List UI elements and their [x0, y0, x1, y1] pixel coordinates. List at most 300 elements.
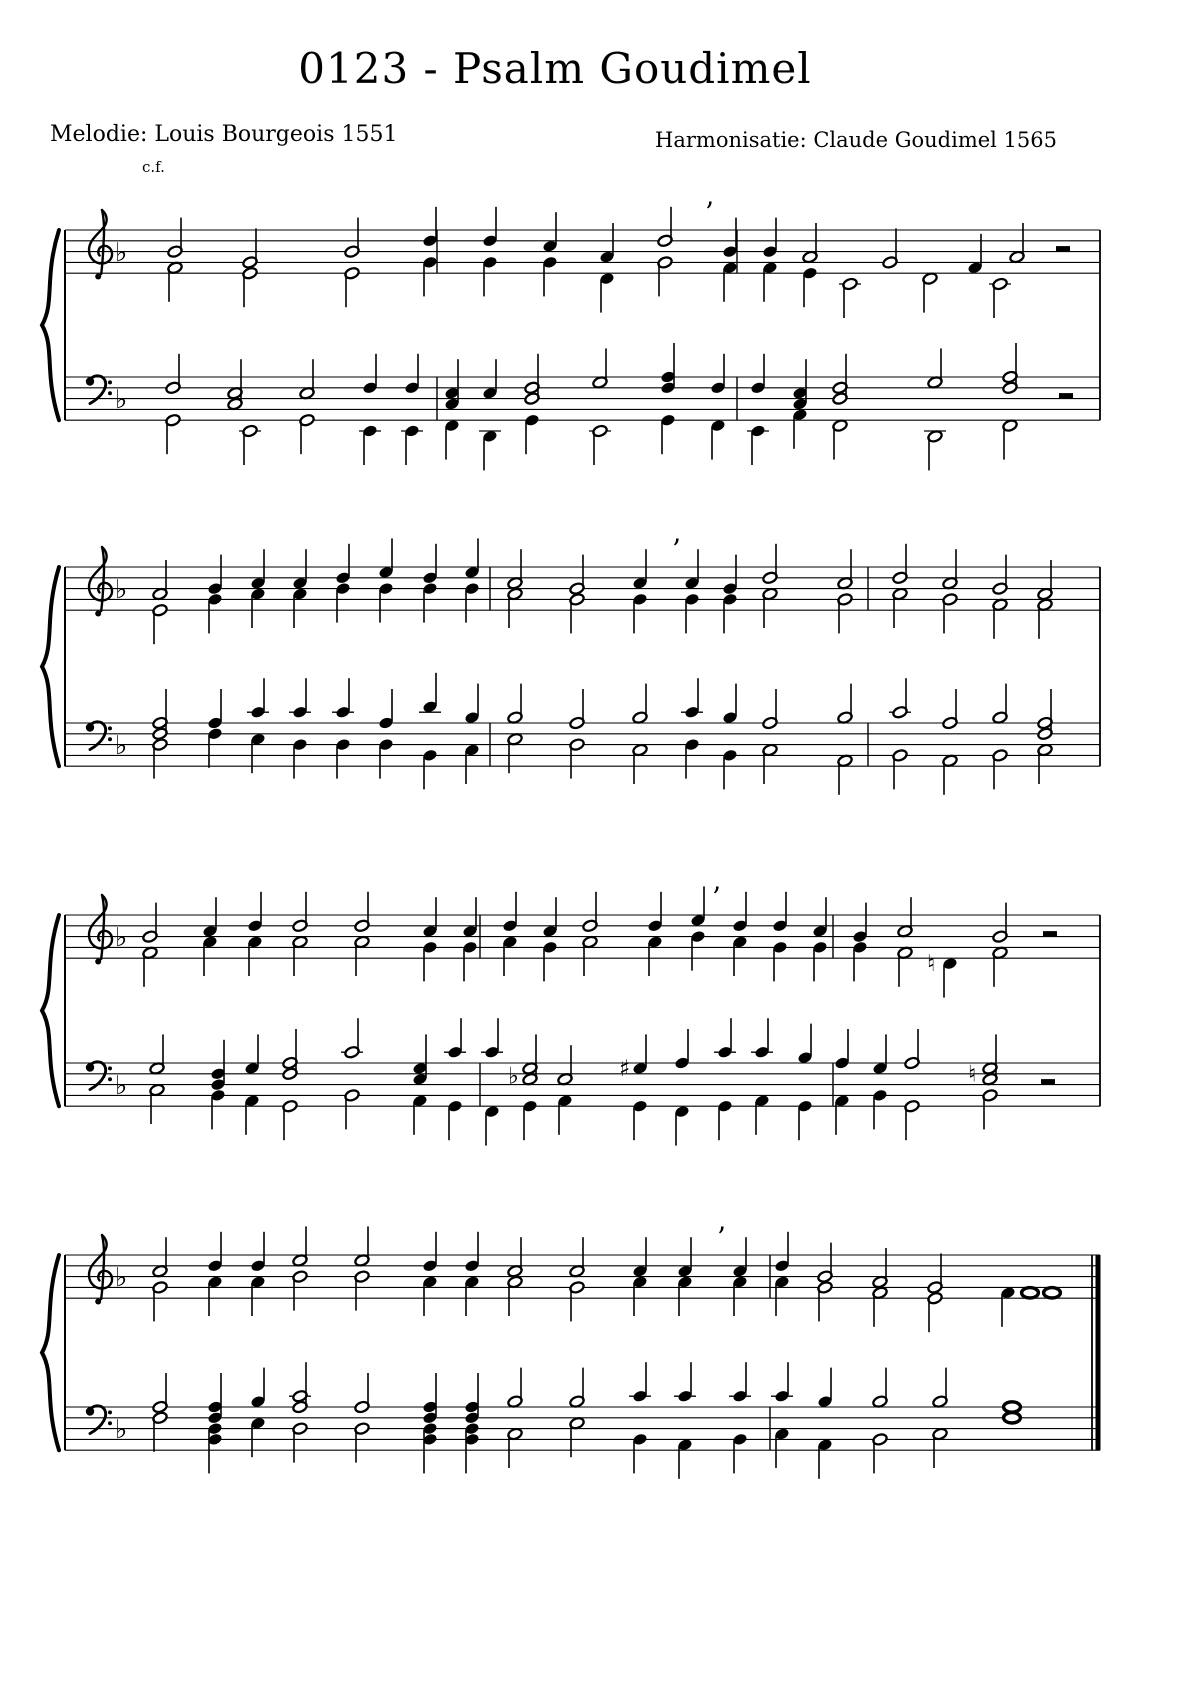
soprano-note	[774, 1232, 790, 1273]
system-brace	[42, 1255, 59, 1450]
tenor-note	[332, 678, 354, 719]
tenor-note	[751, 1018, 773, 1059]
soprano-note	[207, 555, 223, 596]
bass-note	[774, 1427, 790, 1468]
bass-note	[378, 738, 394, 779]
soprano-note	[142, 903, 158, 944]
soprano-note	[378, 538, 394, 579]
bass-note	[632, 1433, 648, 1474]
tenor-note	[832, 354, 848, 406]
treble-clef-dot	[95, 611, 101, 617]
bass-note	[464, 743, 480, 784]
alto-note	[335, 582, 351, 623]
alto-note	[772, 941, 788, 982]
tenor-note	[872, 1034, 888, 1075]
tenor-note	[569, 1368, 585, 1409]
bass-note	[335, 738, 351, 779]
bass-note	[992, 749, 1008, 790]
soprano-note	[632, 549, 648, 590]
tenor-note	[507, 684, 523, 725]
bass-note	[747, 424, 769, 465]
bass-note	[354, 1422, 370, 1463]
alto-note	[582, 935, 598, 976]
key-signature-flat-icon: ♭	[115, 923, 128, 954]
tenor-note	[872, 1368, 888, 1409]
bass-note	[1002, 419, 1018, 460]
alto-note	[569, 593, 585, 634]
bass-note	[834, 1094, 850, 1135]
soprano-note	[247, 892, 263, 933]
alto-note	[422, 1275, 438, 1316]
tenor-note	[250, 1368, 266, 1409]
tenor-note	[632, 1034, 648, 1075]
treble-clef-icon	[89, 895, 112, 965]
alto-note	[569, 1281, 585, 1322]
tenor-note	[289, 678, 311, 719]
soprano-note	[167, 218, 183, 259]
bass-note	[422, 1422, 438, 1474]
key-signature-flat-icon: ♭	[115, 1415, 128, 1446]
soprano-note	[872, 1248, 888, 1289]
bass-clef-dot	[108, 1066, 112, 1070]
alto-note	[927, 1291, 943, 1332]
half-rest	[1043, 931, 1057, 937]
sharp-accidental-icon: ♯	[619, 1055, 631, 1082]
treble-staff	[65, 230, 1100, 273]
bass-clef-icon	[86, 1062, 112, 1090]
alto-note	[762, 261, 778, 302]
bass-note	[484, 1105, 500, 1146]
bass-clef-icon	[86, 376, 112, 404]
key-signature-flat-icon: ♭	[115, 1071, 128, 1102]
bass-note	[924, 430, 946, 471]
soprano-note	[292, 1226, 308, 1267]
alto-note	[989, 277, 1011, 318]
bass-note	[837, 754, 853, 795]
soprano-note	[1037, 560, 1053, 601]
alto-note	[507, 587, 523, 628]
tenor-note	[904, 1029, 920, 1070]
tenor-note	[557, 1045, 573, 1086]
bass-note	[292, 1422, 308, 1463]
tenor-note	[207, 689, 223, 730]
alto-note	[647, 935, 663, 976]
bass-note	[292, 738, 308, 779]
treble-clef-dot	[95, 959, 101, 965]
tenor-note	[932, 1368, 948, 1409]
bass-note	[832, 419, 848, 460]
grand-staff-system-2	[42, 533, 1100, 795]
bass-note	[464, 1422, 480, 1474]
treble-clef-icon	[89, 547, 112, 617]
bass-staff	[65, 377, 1100, 420]
soprano-note	[1009, 223, 1025, 264]
tenor-note	[207, 1373, 223, 1425]
tenor-note	[714, 1018, 736, 1059]
half-rest	[1056, 246, 1070, 252]
bass-note	[299, 413, 315, 454]
tenor-note	[341, 1018, 363, 1059]
alto-note	[839, 277, 861, 318]
soprano-note	[684, 549, 700, 590]
soprano-note	[152, 1237, 168, 1278]
tenor-note	[927, 348, 943, 389]
tenor-note	[422, 1373, 438, 1425]
alto-note	[677, 1275, 693, 1316]
natural-accidental-icon: ♮	[927, 951, 936, 978]
treble-clef-swirl	[89, 1235, 112, 1289]
tenor-note	[481, 1018, 503, 1059]
bass-note	[892, 749, 908, 790]
alto-note	[802, 266, 818, 307]
flat-accidental-icon: ♭	[508, 1063, 519, 1090]
bass-note	[674, 1105, 690, 1146]
alto-note	[464, 582, 480, 623]
soprano-note	[422, 1232, 438, 1273]
breath-mark-icon: ’	[717, 1221, 726, 1254]
bass-clef-dot	[108, 391, 112, 395]
bass-note	[250, 732, 266, 773]
bass-note	[239, 424, 261, 465]
tenor-note	[282, 1029, 298, 1081]
alto-note	[464, 1275, 480, 1316]
bass-clef-icon	[86, 1406, 112, 1434]
tenor-note	[750, 354, 766, 395]
soprano-note	[677, 1237, 693, 1278]
bass-note	[401, 424, 423, 465]
bass-note	[250, 1416, 266, 1457]
bass-clef-curve	[90, 376, 106, 404]
alto-note	[152, 603, 168, 644]
bass-note	[817, 1438, 833, 1479]
tenor-note	[210, 1040, 226, 1092]
tenor-note	[149, 1034, 165, 1075]
alto-note	[892, 587, 908, 628]
bass-note	[422, 749, 438, 790]
alto-note	[292, 587, 308, 628]
key-signature-flat-icon: ♭	[115, 575, 128, 606]
alto-note	[542, 941, 558, 982]
tenor-note	[889, 678, 911, 719]
tenor-note	[444, 359, 460, 411]
bass-note	[447, 1099, 463, 1140]
soprano-note	[542, 897, 558, 938]
bass-note	[589, 424, 611, 465]
alto-note	[837, 593, 853, 634]
harmonisation-credit: Harmonisatie: Claude Goudimel 1565	[655, 128, 1057, 152]
grand-staff-system-1	[42, 196, 1100, 470]
bass-note	[479, 430, 501, 471]
alto-note	[207, 593, 223, 634]
soprano-note	[582, 892, 598, 933]
bass-clef-dot	[108, 726, 112, 730]
alto-note	[507, 1275, 523, 1316]
soprano-note	[882, 228, 898, 269]
tenor-note	[299, 359, 315, 400]
bass-clef-curve	[90, 1062, 106, 1090]
tenor-note	[797, 1024, 813, 1065]
soprano-note	[942, 549, 958, 590]
bass-note	[569, 1416, 585, 1457]
soprano-note	[772, 892, 788, 933]
soprano-note	[354, 1226, 370, 1267]
bass-note	[557, 1094, 573, 1135]
treble-clef-swirl	[89, 547, 112, 601]
bass-note	[932, 1427, 948, 1468]
tenor-note	[792, 359, 808, 411]
bass-note	[359, 424, 381, 465]
tenor-note	[165, 354, 181, 395]
tenor-note	[592, 348, 608, 389]
bass-note	[684, 738, 700, 779]
tenor-note	[1037, 689, 1053, 741]
system-brace	[42, 915, 59, 1106]
tenor-note	[152, 689, 168, 741]
alto-note	[422, 582, 438, 623]
system-brace	[42, 230, 59, 420]
soprano-note	[207, 1232, 223, 1273]
breath-mark-icon: ’	[705, 196, 714, 229]
bass-note	[872, 1433, 888, 1474]
key-signature-flat-icon: ♭	[115, 385, 128, 416]
soprano-note	[462, 897, 478, 938]
bass-note	[507, 732, 523, 773]
whole-note-head	[1004, 1402, 1021, 1412]
alto-note	[542, 256, 558, 297]
tenor-note	[464, 1373, 480, 1425]
alto-note	[922, 272, 938, 313]
bass-note	[722, 749, 738, 790]
alto-note	[897, 946, 913, 987]
bass-note	[754, 1094, 770, 1135]
alto-note	[722, 261, 738, 302]
alto-note	[250, 587, 266, 628]
alto-note	[502, 935, 518, 976]
bass-note	[244, 1094, 260, 1135]
tenor-note	[354, 1373, 370, 1414]
soprano-note	[599, 223, 615, 264]
alto-note	[942, 957, 958, 998]
alto-note	[762, 587, 778, 628]
breath-mark-icon: ’	[712, 881, 721, 914]
alto-note	[657, 256, 673, 297]
bass-note	[982, 1089, 998, 1130]
alto-note	[732, 1275, 748, 1316]
soprano-note	[250, 549, 266, 590]
tenor-note	[674, 1362, 696, 1403]
bass-note	[792, 408, 808, 449]
tenor-note	[681, 678, 703, 719]
treble-clef-icon	[89, 1235, 112, 1305]
bass-clef-dot	[108, 737, 112, 741]
alto-note	[599, 272, 615, 313]
bass-note	[942, 754, 958, 795]
tenor-note	[771, 1362, 793, 1403]
soprano-note	[732, 892, 748, 933]
bass-note	[717, 1099, 733, 1140]
half-rest	[1059, 393, 1073, 399]
bass-note	[207, 1422, 223, 1474]
soprano-note	[502, 892, 518, 933]
breath-mark-icon: ’	[672, 533, 681, 566]
soprano-note	[892, 544, 908, 585]
bass-note	[569, 738, 585, 779]
soprano-note	[927, 1253, 943, 1294]
bass-clef-curve	[90, 722, 106, 750]
alto-note	[684, 593, 700, 634]
soprano-note	[464, 1232, 480, 1273]
tenor-note	[404, 354, 420, 395]
bass-note	[412, 1094, 428, 1135]
alto-note	[992, 946, 1008, 987]
alto-note	[852, 941, 868, 982]
tenor-note	[289, 1362, 311, 1414]
alto-note	[462, 941, 478, 982]
bass-note	[507, 1427, 523, 1468]
alto-note	[142, 946, 158, 987]
alto-note	[690, 930, 706, 971]
tenor-note	[632, 684, 648, 725]
treble-clef-icon	[89, 210, 112, 280]
soprano-note	[242, 228, 258, 269]
soprano-note	[354, 892, 370, 933]
whole-note-head	[1004, 1413, 1021, 1423]
tenor-note	[522, 1034, 538, 1086]
alto-note	[344, 266, 360, 307]
alto-note	[872, 1286, 888, 1327]
alto-note	[1037, 598, 1053, 639]
soprano-note	[464, 538, 480, 579]
alto-note	[732, 935, 748, 976]
bass-note	[152, 1411, 168, 1452]
alto-note	[632, 593, 648, 634]
tenor-note	[660, 343, 676, 395]
bass-note	[152, 738, 168, 779]
half-rest	[1041, 1079, 1055, 1085]
grand-staff-system-4	[42, 1221, 1101, 1479]
tenor-note	[247, 678, 269, 719]
bass-note	[632, 743, 648, 784]
tenor-note	[362, 354, 378, 395]
soprano-note	[722, 218, 738, 259]
soprano-note	[1022, 1288, 1039, 1298]
key-signature-flat-icon: ♭	[115, 731, 128, 762]
tenor-note	[834, 1029, 850, 1070]
bass-note	[904, 1099, 920, 1140]
bass-clef-dot	[108, 1077, 112, 1081]
soprano-note	[817, 1243, 833, 1284]
soprano-note	[569, 555, 585, 596]
treble-clef-swirl	[89, 210, 112, 264]
treble-staff	[65, 915, 1100, 958]
tenor-note	[507, 1368, 523, 1409]
soprano-note	[852, 903, 868, 944]
soprano-note	[422, 544, 438, 585]
alto-note	[378, 582, 394, 623]
alto-note	[292, 1270, 308, 1311]
soprano-note	[152, 560, 168, 601]
soprano-note	[569, 1237, 585, 1278]
tenor-note	[762, 689, 778, 730]
bass-note	[210, 1089, 226, 1130]
whole-note-head	[1044, 1288, 1061, 1298]
tenor-note	[444, 1018, 466, 1059]
soprano-note	[344, 218, 360, 259]
alto-note	[812, 941, 828, 982]
alto-note	[354, 1270, 370, 1311]
tenor-note	[152, 1373, 168, 1414]
bass-note	[797, 1099, 813, 1140]
tenor-note	[629, 1362, 651, 1403]
tenor-note	[722, 684, 738, 725]
tenor-note	[419, 673, 441, 714]
alto-note	[292, 935, 308, 976]
soprano-note	[992, 903, 1008, 944]
tenor-note	[837, 684, 853, 725]
tenor-note	[729, 1362, 751, 1403]
treble-clef-dot	[95, 274, 101, 280]
alto-note	[247, 935, 263, 976]
tenor-note	[1004, 1402, 1021, 1423]
alto-note	[482, 256, 498, 297]
alto-note	[242, 266, 258, 307]
bass-note	[710, 419, 726, 460]
alto-note	[422, 256, 438, 297]
bass-note	[762, 743, 778, 784]
bass-note	[677, 1438, 693, 1479]
alto-note	[422, 941, 438, 982]
soprano-note	[762, 218, 778, 259]
bass-note	[660, 413, 676, 454]
soprano-note	[802, 223, 818, 264]
whole-note-head	[1022, 1288, 1039, 1298]
bass-note	[632, 1099, 648, 1140]
alto-note	[1044, 1288, 1061, 1298]
piece-title: 0123 - Psalm Goudimel	[298, 44, 812, 93]
soprano-note	[202, 897, 218, 938]
soprano-note	[762, 544, 778, 585]
bass-clef-icon	[86, 722, 112, 750]
tenor-note	[710, 354, 726, 395]
bass-clef-dot	[108, 1410, 112, 1414]
alto-note	[1000, 1286, 1016, 1327]
soprano-note	[897, 897, 913, 938]
treble-clef-dot	[95, 1299, 101, 1305]
tenor-note	[982, 1034, 998, 1086]
tenor-note	[817, 1368, 833, 1409]
bass-note	[1037, 743, 1053, 784]
tenor-note	[482, 359, 498, 400]
soprano-note	[657, 207, 673, 248]
bass-note	[732, 1433, 748, 1474]
bass-clef-dot	[108, 1421, 112, 1425]
soprano-note	[507, 549, 523, 590]
bass-note	[522, 1099, 538, 1140]
bass-note	[165, 413, 181, 454]
alto-note	[992, 598, 1008, 639]
bass-clef-dot	[108, 380, 112, 384]
bass-note	[344, 1089, 360, 1130]
bass-note	[207, 727, 223, 768]
alto-note	[354, 935, 370, 976]
alto-note	[207, 1275, 223, 1316]
soprano-note	[542, 212, 558, 253]
soprano-note	[967, 234, 983, 275]
treble-clef-swirl	[89, 895, 112, 949]
tenor-note	[992, 684, 1008, 725]
soprano-note	[335, 544, 351, 585]
alto-note	[722, 593, 738, 634]
